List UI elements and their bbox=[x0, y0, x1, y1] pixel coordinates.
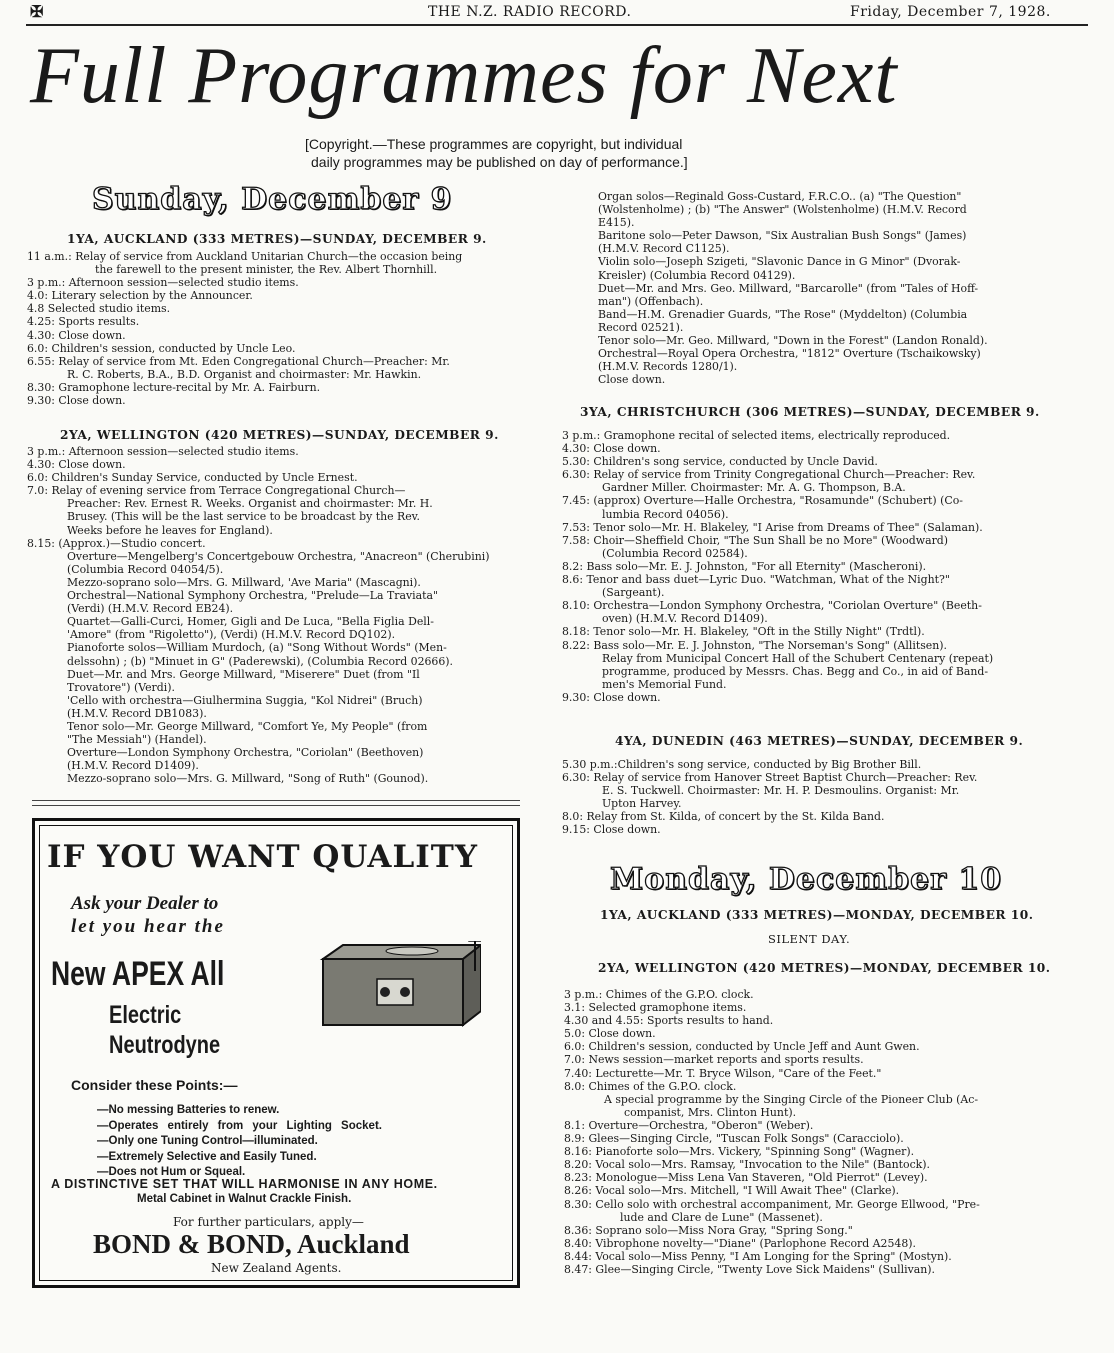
advert-point: —Only one Tuning Control—illuminated. bbox=[97, 1135, 318, 1147]
column-divider bbox=[32, 805, 520, 806]
programme-line: man") (Offenbach). bbox=[598, 294, 704, 308]
advert-tagline: let you hear the bbox=[71, 916, 225, 937]
programme-line: Preacher: Rev. Ernest R. Weeks. Organist and choirmaster: Mr. H. bbox=[67, 497, 433, 511]
programme-line: R. C. Roberts, B.A., B.D. Organist and choirmaster: Mr. Hawkin. bbox=[67, 367, 422, 381]
programme-line: companist, Mrs. Clinton Hunt). bbox=[624, 1105, 797, 1119]
advert-point: —Does not Hum or Squeal. bbox=[97, 1166, 246, 1178]
programme-line: A special programme by the Singing Circle of the Pioneer Club (Ac- bbox=[604, 1092, 979, 1106]
monday-heading: Monday, December 10 bbox=[610, 862, 1003, 897]
copyright-notice bbox=[305, 135, 805, 171]
programme-line: 8.18: Tenor solo—Mr. H. Blakeley, "Oft in the Stilly Night" (Trdtl). bbox=[562, 625, 925, 639]
programme-line: 3 p.m.: Gramophone recital of selected items, electrically reproduced. bbox=[562, 429, 951, 442]
programme-line: 'Amore" (from "Rigoletto"), (Verdi) (H.M.V. Record DQ102). bbox=[67, 628, 396, 642]
programme-line: 'Cello with orchestra—Giulhermina Suggia, "Kol Nidrei" (Bruch) bbox=[67, 693, 423, 707]
programme-line: Kreisler) (Columbia Record 04129). bbox=[598, 268, 796, 282]
programme-line: 5.30: Children's song service, conducted by Uncle David. bbox=[562, 455, 878, 469]
programme-2ya-monday bbox=[564, 988, 1074, 1276]
advert-company: BOND & BOND, Auckland bbox=[93, 1229, 410, 1259]
programme-line: Trovatore") (Verdi). bbox=[67, 680, 175, 694]
programme-line: 3 p.m.: Afternoon session—selected studio items. bbox=[27, 445, 299, 458]
programme-line: (Wolstenholme) ; (b) "The Answer" (Wolstenholme) (H.M.V. Record bbox=[598, 203, 967, 217]
programme-line: 8.23: Monologue—Miss Lena Van Staveren, "Old Pierrot" (Levey). bbox=[564, 1171, 928, 1185]
advert-point: —Operates entirely from your Lighting Socket. bbox=[97, 1119, 382, 1132]
header-rule bbox=[26, 24, 1088, 26]
programme-line: 8.22: Bass solo—Mr. E. J. Johnston, "The Norseman's Song" (Allitsen). bbox=[562, 638, 947, 652]
programme-line: Pianoforte solos—William Murdoch, (a) "Song Without Words" (Men- bbox=[67, 641, 447, 655]
programme-line: 11 a.m.: Relay of service from Auckland Unitarian Church—the occasion being bbox=[27, 250, 463, 263]
programme-line: 8.16: Pianoforte solo—Mrs. Vickery, "Spinning Song" (Wagner). bbox=[564, 1145, 915, 1159]
programme-line: 3 p.m.: Afternoon session—selected studio items. bbox=[27, 276, 299, 290]
programme-line: 8.44: Vocal solo—Miss Penny, "I Am Longing for the Spring" (Mostyn). bbox=[564, 1249, 952, 1263]
programme-line: 6.55: Relay of service from Mt. Eden Congregational Church—Preacher: Mr. bbox=[27, 354, 450, 368]
sunday-heading: Sunday, December 9 bbox=[92, 182, 453, 217]
programme-line: Upton Harvey. bbox=[602, 797, 682, 811]
advert-tagline: Ask your Dealer to bbox=[71, 893, 219, 914]
station-title-3ya-sunday: 3YA, CHRISTCHURCH (306 METRES)—SUNDAY, DECEMBER 9. bbox=[580, 405, 1040, 419]
programme-line: lude and Clare de Lune" (Massenet). bbox=[620, 1210, 823, 1224]
programme-line: Baritone solo—Peter Dawson, "Six Australian Bush Songs" (James) bbox=[598, 229, 967, 243]
programme-line: 9.15: Close down. bbox=[562, 823, 661, 837]
programme-line: 7.40: Lecturette—Mr. T. Bryce Wilson, "Care of the Feet." bbox=[564, 1066, 882, 1080]
programme-line: 7.58: Choir—Sheffield Choir, "The Sun Shall be no More" (Woodward) bbox=[562, 533, 948, 547]
programme-line: 8.0: Chimes of the G.P.O. clock. bbox=[564, 1079, 737, 1093]
programme-line: 7.0: Relay of evening service from Terrace Congregational Church— bbox=[27, 484, 406, 498]
programme-line: 8.40: Vibrophone novelty—"Diane" (Parlophone Record A2548). bbox=[564, 1236, 916, 1250]
programme-line: Orchestral—Royal Opera Orchestra, "1812" Overture (Tschaikowsky) bbox=[598, 347, 981, 361]
programme-line: 8.36: Soprano solo—Miss Nora Gray, "Spring Song." bbox=[564, 1223, 853, 1237]
programme-line: (H.M.V. Record DB1083). bbox=[67, 706, 207, 720]
advert-claim: A DISTINCTIVE SET THAT WILL HARMONISE IN ANY HOME. bbox=[51, 1177, 438, 1191]
programme-line: Violin solo—Joseph Szigeti, "Slavonic Dance in G Minor" (Dvorak- bbox=[598, 255, 961, 269]
programme-line: 8.1: Overture—Orchestra, "Oberon" (Weber). bbox=[564, 1118, 814, 1132]
programme-line: E. S. Tuckwell. Choirmaster: Mr. H. P. Desmoulins. Organist: Mr. bbox=[602, 784, 960, 798]
copyright-line: [Copyright.—These programmes are copyright, but individual bbox=[305, 136, 683, 152]
programme-line: 8.9: Glees—Singing Circle, "Tuscan Folk Songs" (Caracciolo). bbox=[564, 1132, 904, 1146]
programme-line: 8.6: Tenor and bass duet—Lyric Duo. "Watchman, What of the Night?" bbox=[562, 573, 950, 587]
programme-line: 5.30 p.m.:Children's song service, conducted by Big Brother Bill. bbox=[562, 758, 922, 771]
programme-line: 8.30: Gramophone lecture-recital by Mr. A. Fairburn. bbox=[27, 380, 321, 394]
programme-line: Duet—Mr. and Mrs. Geo. Millward, "Barcarolle" (from "Tales of Hoff- bbox=[598, 281, 979, 295]
station-title-2ya-sunday: 2YA, WELLINGTON (420 METRES)—SUNDAY, DECEMBER 9. bbox=[60, 428, 499, 442]
programme-line: men's Memorial Fund. bbox=[602, 677, 727, 691]
advert-product-line: Neutrodyne bbox=[109, 1031, 221, 1059]
radio-cabinet-illustration bbox=[319, 941, 481, 1031]
apex-radio-advertisement bbox=[32, 818, 520, 1288]
programme-line: Organ solos—Reginald Goss-Custard, F.R.C.O.. (a) "The Question" bbox=[598, 190, 962, 203]
programme-line: 4.30: Close down. bbox=[27, 458, 126, 472]
programme-line: E415). bbox=[598, 216, 635, 230]
programme-line: 8.0: Relay from St. Kilda, of concert by the St. Kilda Band. bbox=[562, 810, 885, 824]
programme-line: Close down. bbox=[598, 373, 666, 387]
programme-line: 7.0: News session—market reports and sports results. bbox=[564, 1053, 864, 1067]
advert-point: —No messing Batteries to renew. bbox=[97, 1104, 280, 1116]
programme-line: the farewell to the present minister, the Rev. Albert Thornhill. bbox=[95, 263, 438, 277]
advert-finish: Metal Cabinet in Walnut Crackle Finish. bbox=[137, 1193, 352, 1205]
programme-line: Relay from Municipal Concert Hall of the Schubert Centenary (repeat) bbox=[602, 651, 994, 665]
programme-line: 7.45: (approx) Overture—Halle Orchestra, "Rosamunde" (Schubert) (Co- bbox=[562, 494, 963, 508]
page-banner: Full Programmes for Next bbox=[30, 32, 898, 120]
programme-line: 9.30: Close down. bbox=[562, 690, 661, 704]
programme-line: Overture—London Symphony Orchestra, "Coriolan" (Beethoven) bbox=[67, 746, 424, 760]
programme-line: 3.1: Selected gramophone items. bbox=[564, 1001, 747, 1015]
advert-point: —Extremely Selective and Easily Tuned. bbox=[97, 1150, 317, 1163]
advert-points-title: Consider these Points:— bbox=[71, 1077, 238, 1093]
programme-line: lumbia Record 04056). bbox=[602, 507, 729, 521]
programme-line: 8.20: Vocal solo—Mrs. Ramsay, "Invocation to the Nile" (Bantock). bbox=[564, 1158, 930, 1172]
programme-line: Quartet—Galli-Curci, Homer, Gigli and De Luca, "Bella Figlia Dell- bbox=[67, 615, 434, 629]
programme-line: Overture—Mengelberg's Concertgebouw Orchestra, "Anacreon" (Cherubini) (Columbia Record 04054/5). bbox=[67, 549, 490, 576]
programme-line: Duet—Mr. and Mrs. George Millward, "Miserere" Duet (from "Il bbox=[67, 667, 420, 681]
advert-points-list bbox=[97, 1103, 382, 1181]
programme-line: programme, produced by Messrs. Chas. Begg and Co., in aid of Band- bbox=[602, 664, 989, 678]
page-number-mark: ✠ bbox=[30, 2, 44, 21]
programme-line: (H.M.V. Record D1409). bbox=[67, 759, 199, 773]
programme-line: Brusey. (This will be the last service to be broadcast by the Rev. bbox=[67, 510, 420, 524]
programme-line: 4.25: Sports results. bbox=[27, 315, 140, 329]
programme-line: (H.M.V. Records 1280/1). bbox=[598, 360, 738, 374]
advert-agents: New Zealand Agents. bbox=[211, 1261, 342, 1275]
programme-line: 4.8 Selected studio items. bbox=[27, 302, 171, 316]
programme-line: 6.0: Children's Sunday Service, conducted by Uncle Ernest. bbox=[27, 471, 358, 485]
programme-line: 9.30: Close down. bbox=[27, 394, 126, 408]
station-title-1ya-monday: 1YA, AUCKLAND (333 METRES)—MONDAY, DECEMBER 10. bbox=[600, 908, 1034, 922]
programme-line: (Sargeant). bbox=[602, 586, 665, 600]
programme-line: Orchestral—National Symphony Orchestra, "Prelude—La Traviata" bbox=[67, 589, 438, 603]
programme-line: Weeks before he leaves for England). bbox=[67, 523, 273, 537]
programme-3ya-sunday bbox=[562, 429, 1072, 704]
advert-apply: For further particulars, apply— bbox=[173, 1215, 364, 1229]
advert-product-name: New APEX All bbox=[51, 955, 225, 993]
programme-line: 4.30: Close down. bbox=[27, 328, 126, 342]
programme-line: 8.30: Cello solo with orchestral accompaniment, Mr. George Ellwood, "Pre- bbox=[564, 1197, 980, 1211]
programme-line: Mezzo-soprano solo—Mrs. G. Millward, 'Ave Maria" (Mascagni). bbox=[67, 575, 421, 589]
programme-line: 4.0: Literary selection by the Announcer. bbox=[27, 289, 253, 303]
programme-line: 8.47: Glee—Singing Circle, "Twenty Love Sick Maidens" (Sullivan). bbox=[564, 1262, 935, 1276]
programme-line: 6.30: Relay of service from Trinity Congregational Church—Preacher: Rev. bbox=[562, 468, 976, 482]
programme-2ya-sunday bbox=[27, 445, 522, 785]
programme-line: 4.30: Close down. bbox=[562, 442, 661, 456]
station-title-4ya-sunday: 4YA, DUNEDIN (463 METRES)—SUNDAY, DECEMBER 9. bbox=[615, 734, 1024, 748]
programme-line: 8.2: Bass solo—Mr. E. J. Johnston, "For all Eternity" (Mascheroni). bbox=[562, 559, 927, 573]
station-title-1ya-sunday: 1YA, AUCKLAND (333 METRES)—SUNDAY, DECEMBER 9. bbox=[67, 232, 487, 246]
programme-line: "The Messiah") (Handel). bbox=[67, 733, 207, 747]
programme-line: Tenor solo—Mr. Geo. Millward, "Down in the Forest" (Landon Ronald). bbox=[598, 334, 988, 348]
programme-line: Tenor solo—Mr. George Millward, "Comfort Ye, My People" (from bbox=[67, 719, 428, 733]
copyright-line: daily programmes may be published on day of performance.] bbox=[311, 154, 688, 170]
programme-line: 6.30: Relay of service from Hanover Street Baptist Church—Preacher: Rev. bbox=[562, 771, 978, 785]
programme-line: 8.15: (Approx.)—Studio concert. bbox=[27, 536, 206, 550]
programme-4ya-sunday bbox=[562, 758, 1072, 837]
programme-line: 5.0: Close down. bbox=[564, 1027, 656, 1041]
programme-line: 6.0: Children's session, conducted by Uncle Jeff and Aunt Gwen. bbox=[564, 1040, 920, 1054]
column-divider bbox=[32, 800, 520, 801]
programme-line: Band—H.M. Grenadier Guards, "The Rose" (Myddelton) (Columbia bbox=[598, 307, 968, 321]
programme-line: (Verdi) (H.M.V. Record EB24). bbox=[67, 602, 234, 616]
programme-line: (H.M.V. Record C1125). bbox=[598, 242, 730, 256]
publication-name: THE N.Z. RADIO RECORD. bbox=[428, 4, 632, 20]
programme-line: Mezzo-soprano solo—Mrs. G. Millward, "Song of Ruth" (Gounod). bbox=[67, 772, 429, 786]
programme-line: Gardner Miller. Choirmaster: Mr. A. G. Thompson, B.A. bbox=[602, 481, 906, 495]
programme-line: 8.10: Orchestra—London Symphony Orchestra, "Coriolan Overture" (Beeth- bbox=[562, 599, 982, 613]
issue-date: Friday, December 7, 1928. bbox=[850, 4, 1051, 20]
programme-line: (Columbia Record 02584). bbox=[602, 546, 748, 560]
advert-product-line: Electric bbox=[109, 1001, 182, 1029]
programme-line: 3 p.m.: Chimes of the G.P.O. clock. bbox=[564, 988, 754, 1001]
programme-line: 6.0: Children's session, conducted by Uncle Leo. bbox=[27, 341, 296, 355]
silent-day-note: SILENT DAY. bbox=[768, 932, 851, 946]
programme-1ya-sunday bbox=[27, 250, 522, 407]
programme-line: 7.53: Tenor solo—Mr. H. Blakeley, "I Arise from Dreams of Thee" (Salaman). bbox=[562, 520, 983, 534]
programme-line: Record 02521). bbox=[598, 320, 684, 334]
programme-line: 8.26: Vocal solo—Mrs. Mitchell, "I Will Await Thee" (Clarke). bbox=[564, 1184, 900, 1198]
programme-2ya-sunday-continued bbox=[598, 190, 1070, 386]
programme-line: oven) (H.M.V. Record D1409). bbox=[602, 612, 768, 626]
station-title-2ya-monday: 2YA, WELLINGTON (420 METRES)—MONDAY, DECEMBER 10. bbox=[598, 961, 1051, 975]
programme-line: delssohn) ; (b) "Minuet in G" (Paderewski), (Columbia Record 02666). bbox=[67, 654, 454, 668]
advert-headline: IF YOU WANT QUALITY bbox=[47, 839, 478, 875]
programme-line: 4.30 and 4.55: Sports results to hand. bbox=[564, 1014, 774, 1028]
